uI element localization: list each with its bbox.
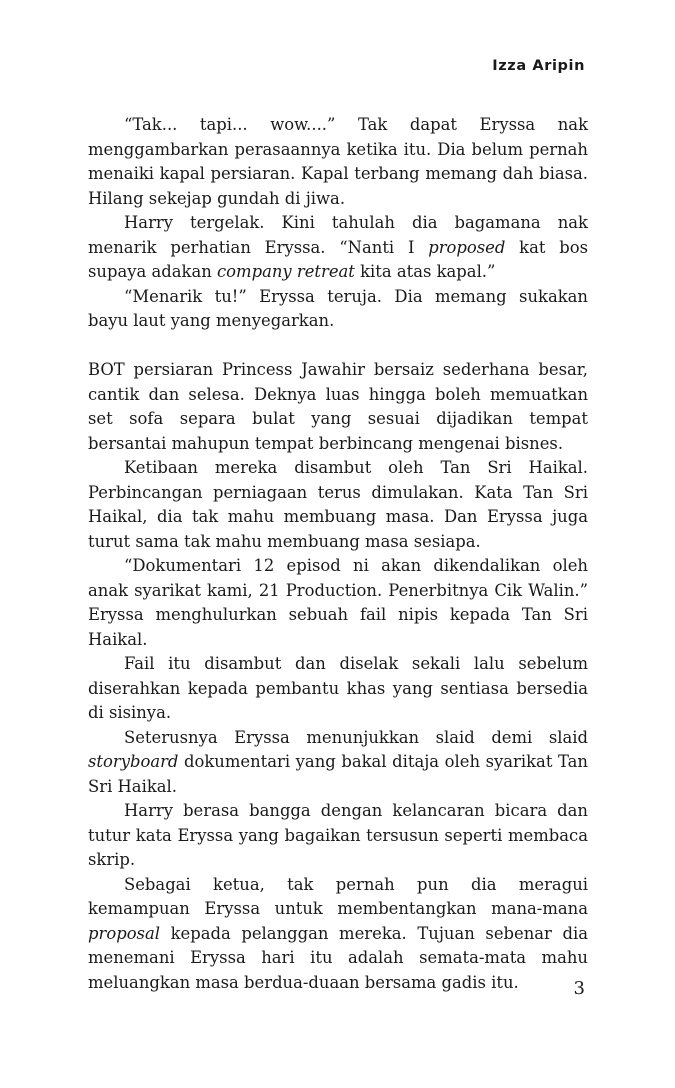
paragraph-text: dokumentari yang bakal ditaja oleh syarikat Tan Sri Haikal. (88, 752, 588, 796)
paragraph-text: Seterusnya Eryssa menunjukkan slaid demi slaid (124, 727, 588, 747)
paragraph (88, 799, 588, 873)
italic-term: proposal (88, 923, 160, 943)
paragraph-text: kepada pelanggan mereka. Tujuan sebenar dia menemani Eryssa hari itu adalah semata-mata mahu meluangkan masa berdua-duaan bersama gadis itu. (88, 923, 588, 992)
paragraph-text: “Menarik tu!” Eryssa teruja. Dia memang sukakan bayu laut yang menyegarkan. (88, 286, 588, 330)
paragraph (88, 113, 588, 211)
paragraph-text: “Dokumentari 12 episod ni akan dikendalikan oleh anak syarikat kami, 21 Production. Penerbitnya Cik Walin.” Eryssa menghulurkan sebuah fail nipis kepada Tan Sri Haikal. (88, 556, 588, 649)
paragraph (88, 873, 588, 996)
paragraph-text: Harry berasa bangga dengan kelancaran bicara dan tutur kata Eryssa yang bagaikan tersusun seperti membaca skrip. (88, 801, 588, 869)
body-text (88, 113, 588, 995)
paragraph (88, 285, 588, 334)
italic-term: storyboard (88, 752, 179, 771)
paragraph-text: BOT persiaran Princess Jawahir bersaiz sederhana besar, cantik dan selesa. Deknya luas hingga boleh memuatkan set sofa separa bulat yang sesuai dijadikan tempat bersantai mahupun tempat berbincang mengenai bisnes. (88, 360, 588, 453)
paragraph-text: Sebagai ketua, tak pernah pun dia meragui kemampuan Eryssa untuk membentangkan mana-mana (88, 874, 588, 918)
paragraph-text: Harry tergelak. Kini tahulah dia bagamana nak menarik perhatian Eryssa. “Nanti I (88, 213, 588, 257)
paragraph-text: “Tak... tapi... wow....” Tak dapat Eryssa nak menggambarkan perasaannya ketika itu. Dia belum pernah menaiki kapal persiaran. Kapal terbang memang dah biasa. Hilang sekejap gundah di jiwa. (88, 115, 588, 208)
paragraph-text: Ketibaan mereka disambut oleh Tan Sri Haikal. Perbincangan perniagaan terus dimulakan. Kata Tan Sri Haikal, dia tak mahu membuang masa. Dan Eryssa juga turut sama tak mahu membuang masa sesiapa. (88, 458, 588, 551)
paragraph (88, 554, 588, 652)
page-number: 3 (573, 978, 585, 999)
running-head-author: Izza Aripin (492, 58, 585, 74)
paragraph (88, 456, 588, 554)
paragraph (88, 211, 588, 285)
paragraph-text: kat bos supaya adakan (88, 237, 588, 281)
paragraph (88, 726, 588, 800)
paragraph-text: kita atas kapal.” (354, 262, 496, 281)
section-first-paragraph (88, 358, 588, 456)
paragraph (88, 652, 588, 726)
paragraph-text: Fail itu disambut dan diselak sekali lalu sebelum diserahkan kepada pembantu khas yang sentiasa bersedia di sisinya. (88, 654, 588, 722)
italic-term: proposed (428, 237, 506, 257)
italic-term: company retreat (216, 262, 355, 281)
